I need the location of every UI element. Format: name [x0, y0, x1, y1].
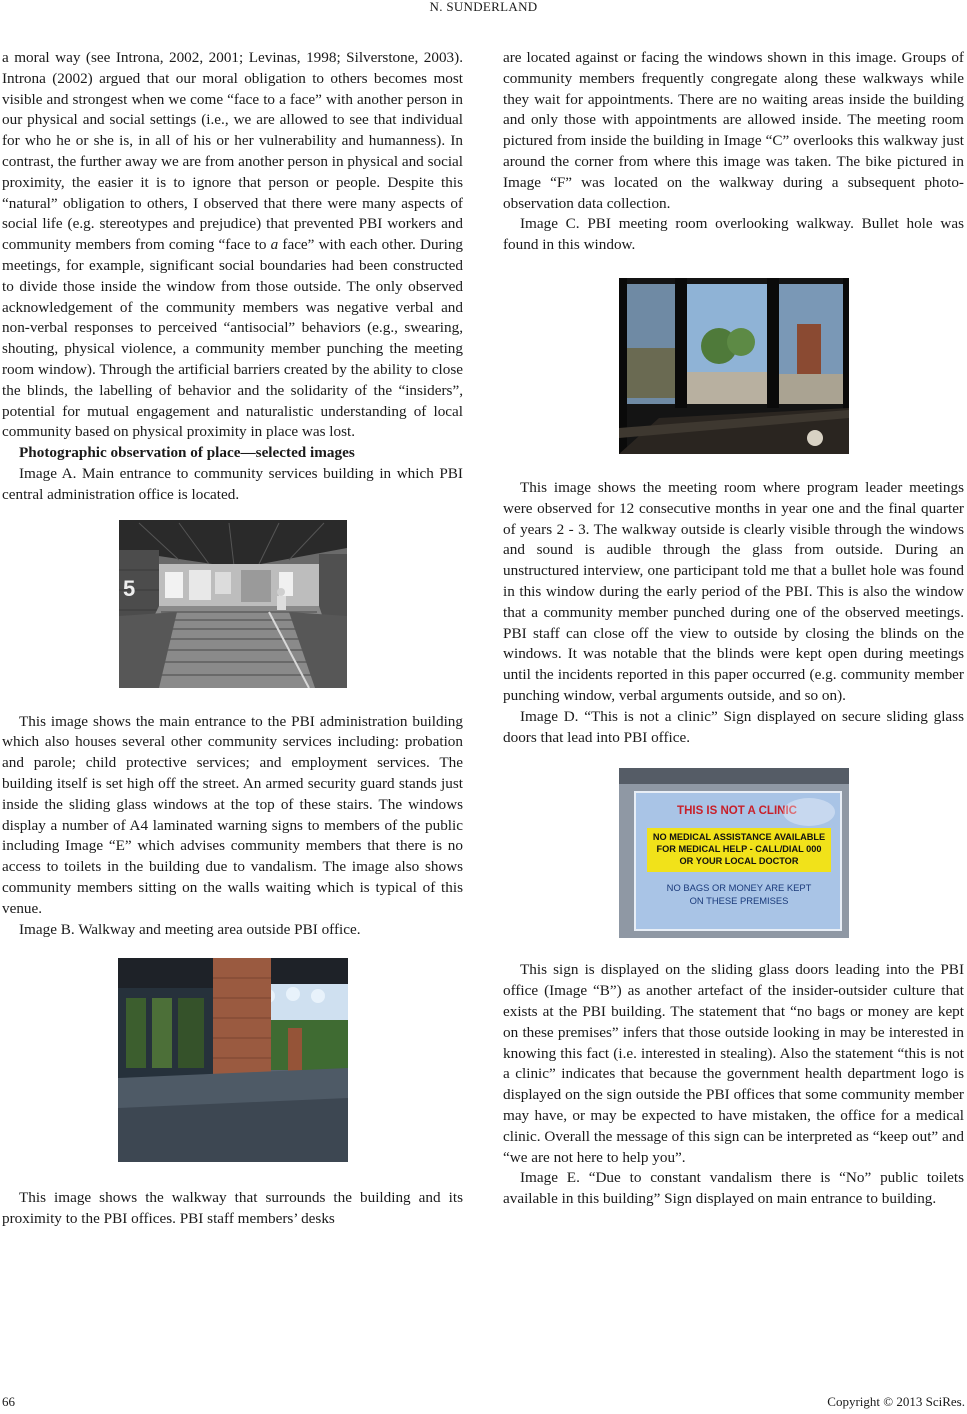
- sign-line-no-bags: NO BAGS OR MONEY ARE KEPT: [666, 882, 811, 894]
- wall-number-fragment: 5: [122, 575, 135, 601]
- image-c-meeting-room-photo: [619, 278, 849, 454]
- image-a-caption: Image A. Main entrance to community services building in which PBI central administration office is located.: [2, 464, 463, 503]
- right-paragraph-1: are located against or facing the windows shown in this image. Groups of community members frequently congregate along these walkways while they wait for appointments. There are no waiting areas inside the building and only those with appointments are allowed inside. The meeting room pictured from inside the building in Image “C” overlooks this walkway just around the corner from where this image was taken. The bike pictured in Image “F” was located on the walkway during a subsequent photo-observation data collection.: [503, 49, 964, 212]
- left-paragraph-3: This image shows the walkway that surrounds the building and its proximity to the PBI offices. PBI staff members’ desks: [2, 1189, 463, 1228]
- image-d-sign-photo: [619, 768, 849, 938]
- image-b-caption: Image B. Walkway and meeting area outside PBI office.: [19, 920, 361, 938]
- left-paragraph-2: This image shows the main entrance to the PBI administration building which also houses several other community services including: probation and parole; child protective services; and employment services. The building itself is set high off the street. An armed security guard stands just inside the sliding glass windows at the top of these stairs. The windows display a number of A4 laminated warning signs to members of the public including Image “E” which advises community members that there is no access to toilets in the building due to vandalism. The image also shows community members sitting on the walls waiting which is typical of this venue.: [2, 712, 463, 917]
- sign-title: THIS IS NOT A CLINIC: [676, 805, 797, 818]
- right-column: [503, 48, 964, 1210]
- image-a-entrance-photo: [119, 520, 347, 688]
- image-c-caption: Image C. PBI meeting room overlooking walkway. Bullet hole was found in this window.: [503, 215, 964, 254]
- copyright: Copyright © 2013 SciRes.: [827, 1394, 965, 1409]
- right-paragraph-3: This sign is displayed on the sliding glass doors leading into the PBI office (Image “B”) as another artefact of the insider-outsider culture that exists at the PBI building. The statement that “no bags or money are kept on these premises” infers that those outside looking in may be interested in knowing this fact (i.e. interested in stealing). Also the statement “this is not a clinic” indicates that because the government health department logo is displayed on the sign outside the PBI offices that some community member may have, or may be expected to have mistaken, the office for a medical clinic. Overall the message of this sign can be interpreted as “keep out” and “we are not here to help you”.: [503, 961, 964, 1166]
- left-paragraph-1: a moral way (see Introna, 2002, 2001; Levinas, 1998; Silverstone, 2003). Introna (2002) argued that our moral obligation to others becomes most visible and strongest when we come “face to a face” with another person in our physical and social settings (i.e., we are allowed to see that individual for who he or she is, in all of his or her vulnerability and humanness). In contrast, the further away we are from another person in physical and social proximity, the easier it is to ignore that person or people. Despite this “natural” obligation to others, I observed that there were many aspects of social life (e.g. stereotypes and prejudice) that prevented PBI workers and community members from coming “face to a face” with each other. During meetings, for example, significant social boundaries had been constructed to divide those inside the window from those outside. The only observed acknowledgement of the community members was negative verbal and non-verbal responses to perceived “antisocial” behaviors (e.g., swearing, shouting, physical violence, a community member punching the meeting room window). Through the artificial barriers created by the ability to close the blinds, the labelling of behavior and the solidarity of the “insiders”, potential for mutual engagement and naturalistic understanding of local community based on physical proximity in place was lost.: [2, 49, 464, 441]
- right-paragraph-2: This image shows the meeting room where program leader meetings were observed for 12 consecutive months in year one and the final quarter of years 2 - 3. The walkway outside is clearly visible through the windows and sound is audible through the glass from outside. During an unstructured interview, one participant told me that a bullet hole was found in this window during the early period of the PBI. This is also the window that a community member punched during one of the observed meetings. PBI staff can close off the view to outside by closing the blinds on the windows. It was notable that the blinds were kept open during meetings until the incidents reported in this paper occurred (e.g. community member punching window, verbal arguments outside, and so on).: [503, 478, 964, 704]
- sign-line-call: FOR MEDICAL HELP - CALL/DIAL 000: [656, 844, 821, 855]
- running-head: N. SUNDERLAND: [429, 0, 538, 14]
- sign-line-no-assistance: NO MEDICAL ASSISTANCE AVAILABLE: [652, 832, 825, 843]
- image-e-caption: Image E. “Due to constant vandalism there is “No” public toilets available in this building” Sign displayed on main entrance to building.: [503, 1169, 964, 1208]
- image-d-caption: Image D. “This is not a clinic” Sign displayed on secure sliding glass doors that lead into PBI office.: [503, 707, 964, 746]
- image-b-walkway-photo: [118, 958, 348, 1162]
- sign-line-premises: ON THESE PREMISES: [689, 895, 788, 907]
- section-heading: Photographic observation of place—selected images: [19, 444, 355, 462]
- sign-line-doctor: OR YOUR LOCAL DOCTOR: [679, 856, 798, 867]
- left-column: [2, 48, 463, 1230]
- page-number: 66: [2, 1394, 15, 1409]
